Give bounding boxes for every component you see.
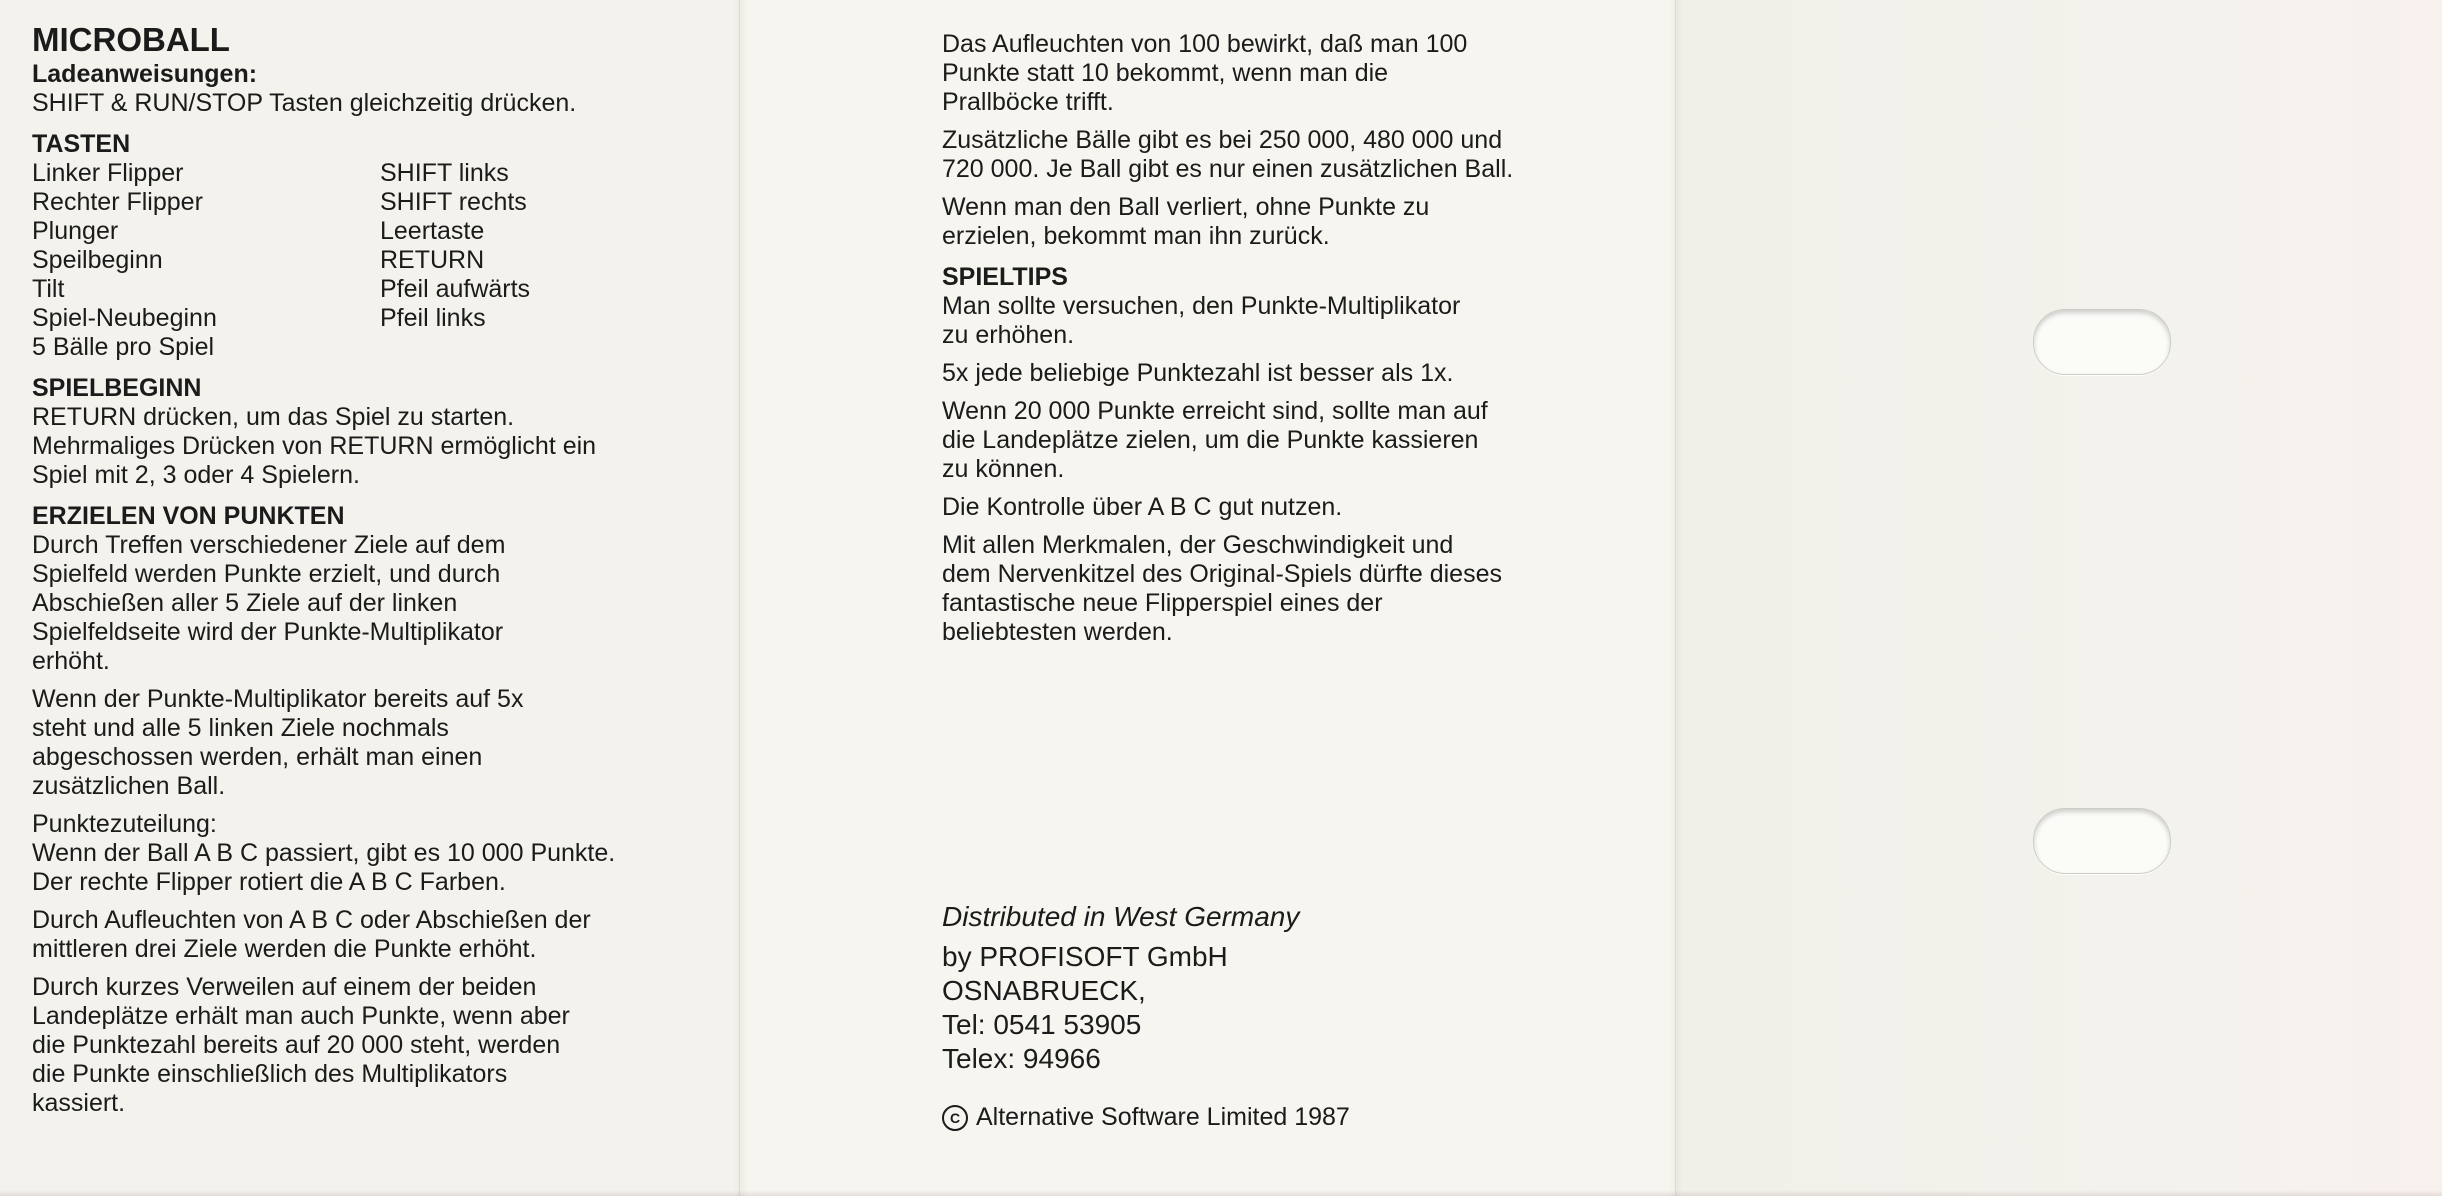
distributor-phone: Tel: 0541 53905 <box>942 1009 1142 1040</box>
text-line: kassiert. <box>32 1089 126 1117</box>
text-line: Das Aufleuchten von 100 bewirkt, daß man 100 <box>942 30 1468 58</box>
key-binding: SHIFT links <box>380 159 509 187</box>
loading-text: SHIFT & RUN/STOP Tasten gleichzeitig drücken. <box>32 89 577 117</box>
bonus-paragraph-1 <box>942 30 1662 117</box>
cassette-slot-bottom <box>2033 808 2171 874</box>
text-line: beliebtesten werden. <box>942 618 1173 646</box>
text-line: RETURN drücken, um das Spiel zu starten. <box>32 403 515 431</box>
key-binding: Leertaste <box>380 217 485 245</box>
start-paragraph <box>32 403 732 490</box>
keys-table <box>32 159 732 362</box>
text-line: dem Nervenkitzel des Original-Spiels dürfte dieses <box>942 560 1502 588</box>
key-binding: Pfeil links <box>380 304 486 332</box>
key-binding: RETURN <box>380 246 485 274</box>
text-line: zu können. <box>942 455 1065 483</box>
text-line: Wenn der Ball A B C passiert, gibt es 10 000 Punkte. <box>32 839 616 867</box>
text-line: Wenn man den Ball verliert, ohne Punkte zu <box>942 193 1430 221</box>
key-action: Rechter Flipper <box>32 188 203 216</box>
text-line: Man sollte versuchen, den Punkte-Multiplikator <box>942 292 1461 320</box>
text-line: abgeschossen werden, erhält man einen <box>32 743 483 771</box>
text-line: Der rechte Flipper rotiert die A B C Farben. <box>32 868 506 896</box>
scoring-paragraph-1 <box>32 531 732 676</box>
instructions-column-2 <box>942 30 1662 656</box>
text-line: Landeplätze erhält man auch Punkte, wenn aber <box>32 1002 570 1030</box>
distribution-heading: Punktezuteilung: <box>32 810 217 838</box>
keys-heading: TASTEN <box>32 130 131 158</box>
text-line: steht und alle 5 linken Ziele nochmals <box>32 714 449 742</box>
text-line: Die Kontrolle über A B C gut nutzen. <box>942 493 1343 521</box>
key-action: Speilbeginn <box>32 246 163 274</box>
copyright-text: Alternative Software Limited 1987 <box>976 1103 1350 1131</box>
distributor-company: by PROFISOFT GmbH <box>942 941 1228 972</box>
text-line: Spielfeldseite wird der Punkte-Multiplikator <box>32 618 504 646</box>
text-line: fantastische neue Flipperspiel eines der <box>942 589 1383 617</box>
text-line: Durch kurzes Verweilen auf einem der beiden <box>32 973 537 1001</box>
distribution-paragraph-1 <box>32 839 732 897</box>
text-line: zusätzlichen Ball. <box>32 772 226 800</box>
key-binding: SHIFT rechts <box>380 188 527 216</box>
distributor-block <box>942 900 1299 1076</box>
text-line: Durch Aufleuchten von A B C oder Abschießen der <box>32 906 591 934</box>
text-line: die Punktezahl bereits auf 20 000 steht, werden <box>32 1031 561 1059</box>
copyright-notice <box>942 1102 1350 1132</box>
distributor-title: Distributed in West Germany <box>942 901 1300 932</box>
tip-3 <box>942 397 1662 484</box>
text-line: mittleren drei Ziele werden die Punkte erhöht. <box>32 935 537 963</box>
text-line: Mehrmaliges Drücken von RETURN ermöglicht ein <box>32 432 597 460</box>
key-action: Linker Flipper <box>32 159 184 187</box>
text-line: erhöht. <box>32 647 110 675</box>
right-panel <box>1675 0 2442 1196</box>
bonus-paragraph-2 <box>942 126 1662 184</box>
distributor-telex: Telex: 94966 <box>942 1043 1101 1074</box>
bonus-paragraph-3 <box>942 193 1662 251</box>
game-title: MICROBALL <box>32 21 230 58</box>
key-action: Tilt <box>32 275 65 303</box>
fold-line-left <box>733 0 747 1196</box>
text-line: Punkte statt 10 bekommt, wenn man die <box>942 59 1389 87</box>
key-binding: Pfeil aufwärts <box>380 275 531 303</box>
key-action: 5 Bälle pro Spiel <box>32 333 215 361</box>
sheet-edge <box>0 1190 2442 1196</box>
tip-5 <box>942 531 1662 647</box>
distribution-paragraph-2 <box>32 906 732 964</box>
scoring-heading: ERZIELEN VON PUNKTEN <box>32 502 345 530</box>
start-heading: SPIELBEGINN <box>32 374 202 402</box>
text-line: Prallböcke trifft. <box>942 88 1114 116</box>
text-line: die Punkte einschließlich des Multiplikators <box>32 1060 508 1088</box>
copyright-icon: C <box>942 1105 968 1131</box>
key-binding <box>380 333 732 362</box>
text-line: zu erhöhen. <box>942 321 1075 349</box>
fold-line-right <box>1668 0 1682 1196</box>
distribution-paragraph-3 <box>32 973 732 1118</box>
tip-1 <box>942 292 1662 350</box>
distributor-city: OSNABRUECK, <box>942 975 1146 1006</box>
key-action: Spiel-Neubeginn <box>32 304 217 332</box>
text-line: Spiel mit 2, 3 oder 4 Spielern. <box>32 461 360 489</box>
text-line: Spielfeld werden Punkte erzielt, und durch <box>32 560 501 588</box>
text-line: 720 000. Je Ball gibt es nur einen zusätzlichen Ball. <box>942 155 1514 183</box>
text-line: Mit allen Merkmalen, der Geschwindigkeit und <box>942 531 1454 559</box>
text-line: Durch Treffen verschiedener Ziele auf dem <box>32 531 506 559</box>
instructions-column-1 <box>32 20 732 1127</box>
tip-2 <box>942 359 1662 388</box>
text-line: Wenn der Punkte-Multiplikator bereits auf 5x <box>32 685 524 713</box>
key-action: Plunger <box>32 217 119 245</box>
text-line: die Landeplätze zielen, um die Punkte kassieren <box>942 426 1479 454</box>
tip-4 <box>942 493 1662 522</box>
text-line: Zusätzliche Bälle gibt es bei 250 000, 480 000 und <box>942 126 1503 154</box>
text-line: Abschießen aller 5 Ziele auf der linken <box>32 589 458 617</box>
text-line: Wenn 20 000 Punkte erreicht sind, sollte man auf <box>942 397 1488 425</box>
scoring-paragraph-2 <box>32 685 732 801</box>
tips-heading: SPIELTIPS <box>942 263 1068 291</box>
text-line: erzielen, bekommt man ihn zurück. <box>942 222 1330 250</box>
cassette-slot-top <box>2033 309 2171 375</box>
text-line: 5x jede beliebige Punktezahl ist besser als 1x. <box>942 359 1454 387</box>
loading-heading: Ladeanweisungen: <box>32 60 258 88</box>
